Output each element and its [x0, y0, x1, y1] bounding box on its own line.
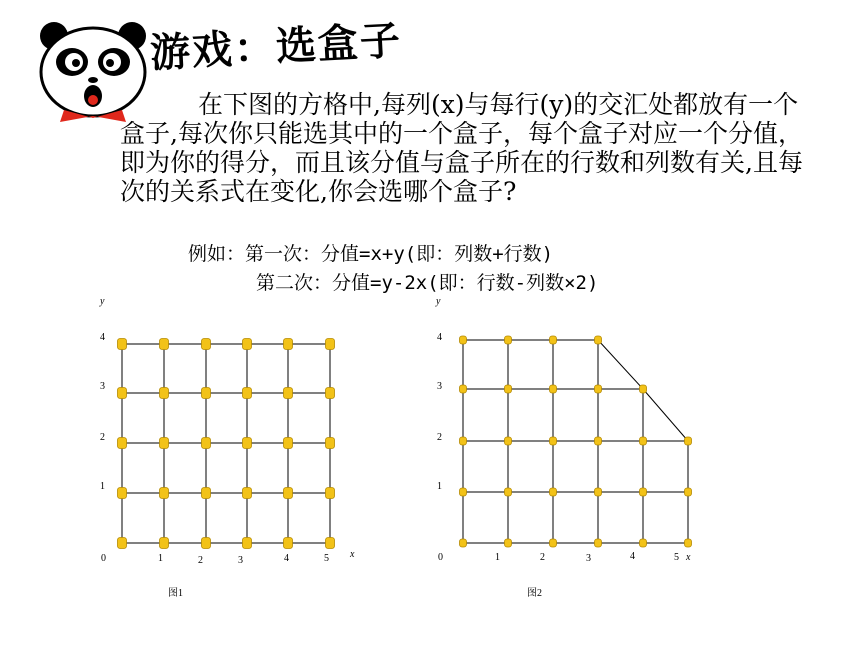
box-icon [202, 538, 211, 549]
box-icon [505, 437, 512, 445]
fig2-y-tick: 2 [437, 432, 442, 443]
box-icon [118, 488, 127, 499]
fig2-y-tick: 4 [437, 332, 442, 343]
box-icon [550, 539, 557, 547]
box-icon [550, 488, 557, 496]
box-icon [326, 339, 335, 350]
box-icon [505, 336, 512, 344]
box-icon [118, 538, 127, 549]
grid-line [598, 340, 643, 389]
box-icon [284, 438, 293, 449]
fig2-origin-label: 0 [438, 552, 443, 563]
fig1-y-tick: 2 [100, 432, 105, 443]
box-icon [160, 438, 169, 449]
box-icon [460, 437, 467, 445]
grid-line [643, 389, 688, 441]
box-icon [685, 437, 692, 445]
box-icon [326, 438, 335, 449]
box-icon [160, 339, 169, 350]
example-second: 第二次：分值=y-2x(即：行数-列数×2) [256, 272, 599, 294]
box-icon [640, 385, 647, 393]
fig2-x-tick: 4 [630, 551, 635, 562]
fig1-x-tick: 4 [284, 553, 289, 564]
box-icon [243, 339, 252, 350]
box-icon [640, 488, 647, 496]
fig1-origin-label: 0 [101, 553, 106, 564]
box-icon [284, 339, 293, 350]
figure-1-caption: 图1 [168, 588, 183, 599]
box-icon [243, 388, 252, 399]
box-icon [460, 385, 467, 393]
box-icon [243, 488, 252, 499]
fig2-y-tick: 3 [437, 381, 442, 392]
box-icon [460, 336, 467, 344]
box-icon [160, 538, 169, 549]
box-icon [595, 437, 602, 445]
box-icon [284, 388, 293, 399]
box-icon [640, 539, 647, 547]
fig1-y-tick: 4 [100, 332, 105, 343]
box-icon [640, 437, 647, 445]
box-icon [595, 336, 602, 344]
box-icon [284, 538, 293, 549]
figure-2-grid [435, 296, 692, 599]
box-icon [160, 388, 169, 399]
box-icon [243, 538, 252, 549]
figure-1-grid-lines [122, 344, 330, 543]
fig2-x-axis-name: x [686, 552, 691, 563]
box-icon [505, 488, 512, 496]
box-icon [118, 339, 127, 350]
figure-2-caption: 图2 [527, 588, 542, 599]
fig2-x-tick: 3 [586, 553, 591, 564]
fig2-y-axis-name: y [436, 296, 441, 307]
box-icon [460, 539, 467, 547]
figure-1-grid [99, 296, 355, 599]
box-icon [505, 539, 512, 547]
fig1-y-tick: 3 [100, 381, 105, 392]
box-icon [326, 388, 335, 399]
box-icon [202, 339, 211, 350]
box-icon [326, 488, 335, 499]
box-icon [160, 488, 169, 499]
box-icon [202, 488, 211, 499]
fig1-x-tick: 2 [198, 555, 203, 566]
fig1-x-tick: 5 [324, 553, 329, 564]
box-icon [550, 385, 557, 393]
box-icon [685, 488, 692, 496]
fig1-x-axis-name: x [350, 549, 355, 560]
box-icon [550, 336, 557, 344]
fig1-y-axis-name: y [100, 296, 105, 307]
box-icon [460, 488, 467, 496]
fig1-x-tick: 1 [158, 553, 163, 564]
box-icon [326, 538, 335, 549]
box-icon [118, 438, 127, 449]
fig1-x-tick: 3 [238, 555, 243, 566]
intro-paragraph: 在下图的方格中,每列(x)与每行(y)的交汇处都放有一个盒子,每次你只能选其中的一个盒子，每个盒子对应一个分值，即为你的得分，而且该分值与盒子所在的行数和列数有关,且每次的关系式在变化,你会选哪个盒子? [120, 90, 803, 206]
fig2-x-tick: 2 [540, 552, 545, 563]
box-icon [505, 385, 512, 393]
fig2-x-tick: 1 [495, 552, 500, 563]
box-icon [202, 438, 211, 449]
box-icon [595, 539, 602, 547]
figure-2-grid-lines [463, 340, 688, 543]
box-icon [118, 388, 127, 399]
box-icon [202, 388, 211, 399]
box-icon [595, 385, 602, 393]
box-icon [550, 437, 557, 445]
fig2-x-tick: 5 [674, 552, 679, 563]
fig1-y-tick: 1 [100, 481, 105, 492]
box-icon [243, 438, 252, 449]
fig2-y-tick: 1 [437, 481, 442, 492]
page-title: 游戏：选盒子 [148, 17, 404, 77]
example-first: 例如：第一次：分值=x+y(即：列数+行数) [188, 243, 554, 265]
box-icon [685, 539, 692, 547]
box-icon [595, 488, 602, 496]
box-icon [284, 488, 293, 499]
